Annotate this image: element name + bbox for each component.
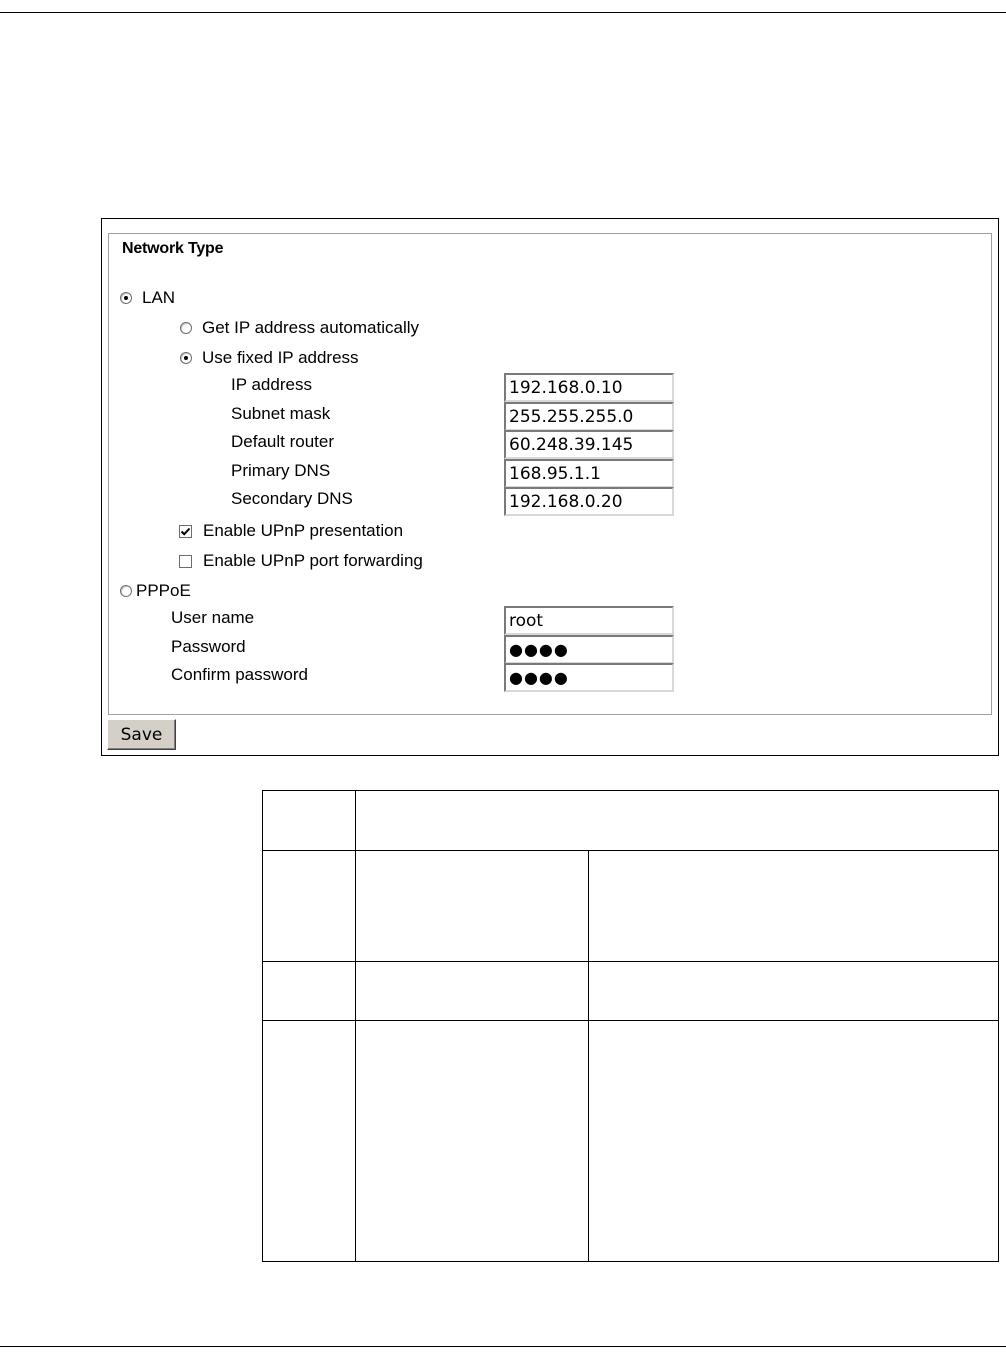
default-router-label: Default router [231,432,334,451]
table-header-row [263,791,999,851]
footer-rule [0,1346,1006,1347]
ip-address-label: IP address [231,375,312,394]
user-name-label: User name [171,608,255,627]
table-cell [263,791,356,851]
table-cell [355,851,588,962]
ip-address-input[interactable]: 192.168.0.10 [504,373,674,402]
network-type-panel [101,218,999,756]
confirm-password-input[interactable]: ●●●● [504,663,674,692]
get-ip-auto-radio[interactable] [180,322,192,334]
table-cell [263,1021,356,1262]
table-cell [263,962,356,1021]
default-router-input[interactable]: 60.248.39.145 [504,430,674,459]
get-ip-auto-option[interactable] [180,318,419,338]
network-type-legend: Network Type [119,240,226,258]
save-button[interactable]: Save [107,719,176,750]
confirm-password-label: Confirm password [171,665,308,684]
table-cell [355,1021,588,1262]
table-row [263,1021,999,1262]
upnp-presentation-checkbox[interactable] [179,525,192,538]
network-type-fieldset [108,233,992,715]
use-fixed-ip-radio[interactable] [180,352,192,364]
pppoe-label: PPPoE [136,581,191,600]
pppoe-radio[interactable] [120,585,132,597]
upnp-port-forwarding-option[interactable] [179,551,423,571]
table-cell [355,791,998,851]
header-rule [0,12,1006,13]
lan-option[interactable] [120,288,175,308]
checkmark-icon [180,526,191,537]
get-ip-auto-label: Get IP address automatically [202,318,420,337]
table-row [263,962,999,1021]
user-name-input[interactable]: root [504,606,674,635]
secondary-dns-input[interactable]: 192.168.0.20 [504,487,674,516]
upnp-port-forwarding-checkbox[interactable] [179,555,192,568]
upnp-presentation-label: Enable UPnP presentation [203,521,404,540]
subnet-mask-input[interactable]: 255.255.255.0 [504,402,674,431]
lan-radio[interactable] [120,292,132,304]
password-label: Password [171,637,246,656]
upnp-presentation-option[interactable] [179,521,403,541]
use-fixed-ip-label: Use fixed IP address [202,348,359,367]
table-cell [588,1021,998,1262]
upnp-port-forwarding-label: Enable UPnP port forwarding [203,551,423,570]
lan-label: LAN [142,288,176,307]
table-cell [588,962,998,1021]
table-row [263,851,999,962]
table-cell [263,851,356,962]
secondary-dns-label: Secondary DNS [231,489,353,508]
table-cell [355,962,588,1021]
pppoe-option[interactable] [120,581,191,601]
primary-dns-label: Primary DNS [231,461,331,480]
password-input[interactable]: ●●●● [504,635,674,664]
table-cell [588,851,998,962]
description-table [262,790,999,1262]
primary-dns-input[interactable]: 168.95.1.1 [504,459,674,488]
subnet-mask-label: Subnet mask [231,404,331,423]
use-fixed-ip-option[interactable] [180,348,359,368]
